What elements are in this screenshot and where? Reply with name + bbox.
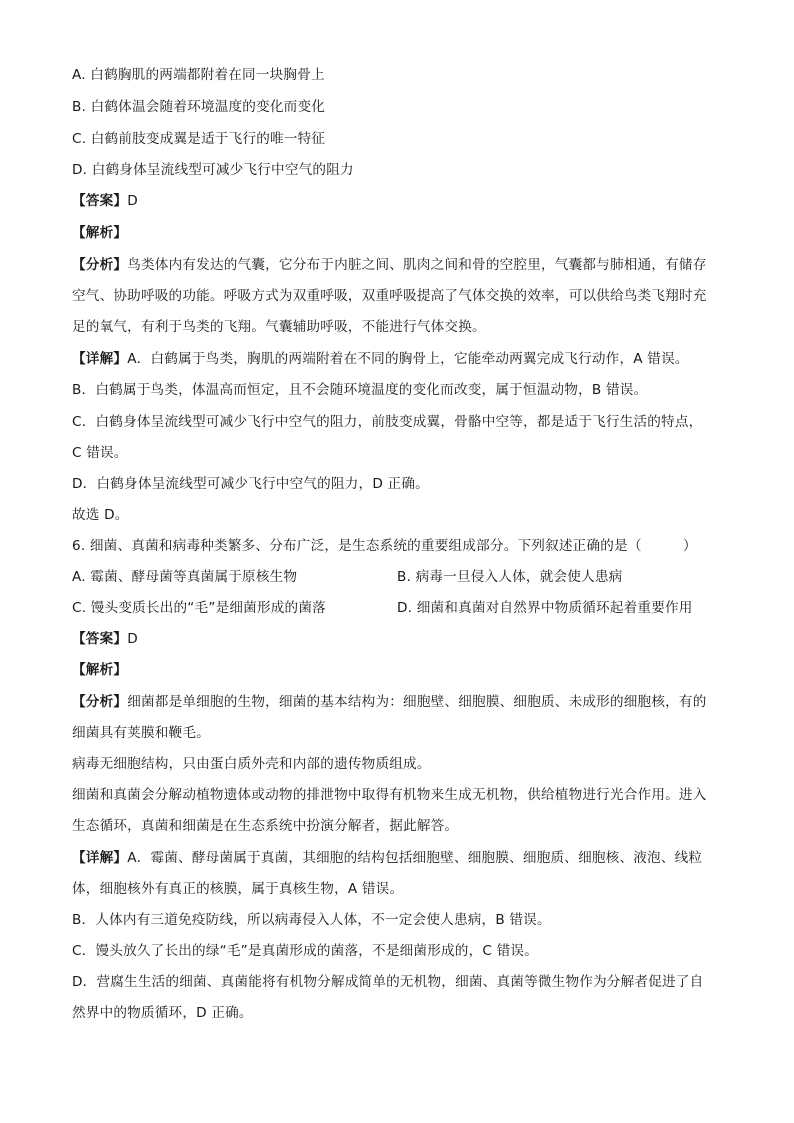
q6-fenxi-line-3: 病毒无细胞结构，只由蛋白质外壳和内部的遗传物质组成。 [72,756,431,772]
q5-xiangjie-line-3: C．白鹤身体呈流线型可减少飞行中空气的阻力，前肢变成翼，骨骼中空等，都是适于飞行生活的特点， [72,414,703,430]
answer-tag: 【答案】 [72,631,128,647]
q6-fenxi-line-5: 生态循环，真菌和细菌是在生态系统中扮演分解者，据此解答。 [72,818,459,834]
q5-fenxi-line-1 [72,255,722,275]
q6-option-a: A. 霉菌、酵母菌等真菌属于原核生物 [72,569,298,585]
fenxi-text: 细菌都是单细胞的生物，细菌的基本结构为：细胞壁、细胞膜、细胞质、未成形的细胞核，有的 [127,694,707,710]
analysis-tag: 【解析】 [72,662,128,678]
q5-option-c: C. 白鹤前肢变成翼是适于飞行的唯一特征 [72,131,326,147]
q5-option-a: A. 白鹤胸肌的两端都附着在同一块胸骨上 [72,67,325,83]
fenxi-tag: 【分析】 [72,257,128,273]
q6-option-d: D. 细菌和真菌对自然界中物质循环起着重要作用 [397,600,693,616]
q6-xiangjie-line-5: D．营腐生生活的细菌、真菌能将有机物分解成简单的无机物，细菌、真菌等微生物作为分解者促进了自 [72,974,704,990]
q6-fenxi-line-4: 细菌和真菌会分解动植物遗体或动物的排泄物中取得有机物来生成无机物，供给植物进行光合作用。进入 [72,787,707,803]
q6-xiangjie-line-1 [72,848,722,868]
q6-xiangjie-line-2: 体，细胞核外有真正的核膜，属于真核生物，A 错误。 [72,881,404,897]
q5-fenxi-line-3: 足的氧气，有利于鸟类的飞翔。气囊辅助呼吸，不能进行气体交换。 [72,319,486,335]
q6-xiangjie-line-4: C．馒头放久了长出的绿“毛”是真菌形成的菌落，不是细菌形成的，C 错误。 [72,943,538,959]
q5-xiangjie-line-2: B．白鹤属于鸟类，体温高而恒定，且不会随环境温度的变化而改变，属于恒温动物，B 错误。 [72,382,648,398]
q6-answer [72,629,722,649]
q6-options-row-2 [72,598,722,618]
xiangjie-tag: 【详解】 [72,351,128,367]
fenxi-tag: 【分析】 [72,694,128,710]
q5-analysis-heading [72,223,722,243]
q6-option-b: B. 病毒一旦侵入人体，就会使人患病 [397,569,623,585]
q5-xiangjie-line-5: D．白鹤身体呈流线型可减少飞行中空气的阻力，D 正确。 [72,476,429,492]
q5-option-b: B. 白鹤体温会随着环境温度的变化而变化 [72,99,326,115]
q6-options-row-1 [72,567,722,587]
analysis-tag: 【解析】 [72,225,128,241]
q6-xiangjie-line-6: 然界中的物质循环，D 正确。 [72,1005,253,1021]
q5-xiangjie-line-4: C 错误。 [72,445,128,461]
q5-fenxi-line-2: 空气、协助呼吸的功能。呼吸方式为双重呼吸，双重呼吸提高了气体交换的效率，可以供给鸟类飞翔时充 [72,288,707,304]
q6-option-c: C. 馒头变质长出的“毛”是细菌形成的菌落 [72,600,326,616]
xiangjie-tag: 【详解】 [72,850,128,866]
q6-analysis-heading [72,660,722,680]
q5-conclusion: 故选 D。 [72,507,129,523]
answer-value: D [127,631,138,647]
q6-stem: 6. 细菌、真菌和病毒种类繁多、分布广泛，是生态系统的重要组成部分。下列叙述正确的是（ ） [72,538,697,554]
xiangjie-text: A．白鹤属于鸟类，胸肌的两端附着在不同的胸骨上，它能牵动两翼完成飞行动作，A 错误。 [127,351,689,367]
answer-value: D [127,193,138,209]
answer-tag: 【答案】 [72,193,128,209]
q6-xiangjie-line-3: B．人体内有三道免疫防线，所以病毒侵入人体，不一定会使人患病，B 错误。 [72,912,551,928]
q6-fenxi-line-1 [72,692,722,712]
q6-fenxi-line-2: 细菌具有荚膜和鞭毛。 [72,725,210,741]
q5-xiangjie-line-1 [72,349,722,369]
q5-option-d: D. 白鹤身体呈流线型可减少飞行中空气的阻力 [72,162,354,178]
q5-answer [72,191,722,211]
xiangjie-text: A．霉菌、酵母菌属于真菌，其细胞的结构包括细胞壁、细胞膜、细胞质、细胞核、液泡、线粒 [127,850,703,866]
fenxi-text: 鸟类体内有发达的气囊，它分布于内脏之间、肌肉之间和骨的空腔里，气囊都与肺相通，有储存 [127,257,707,273]
